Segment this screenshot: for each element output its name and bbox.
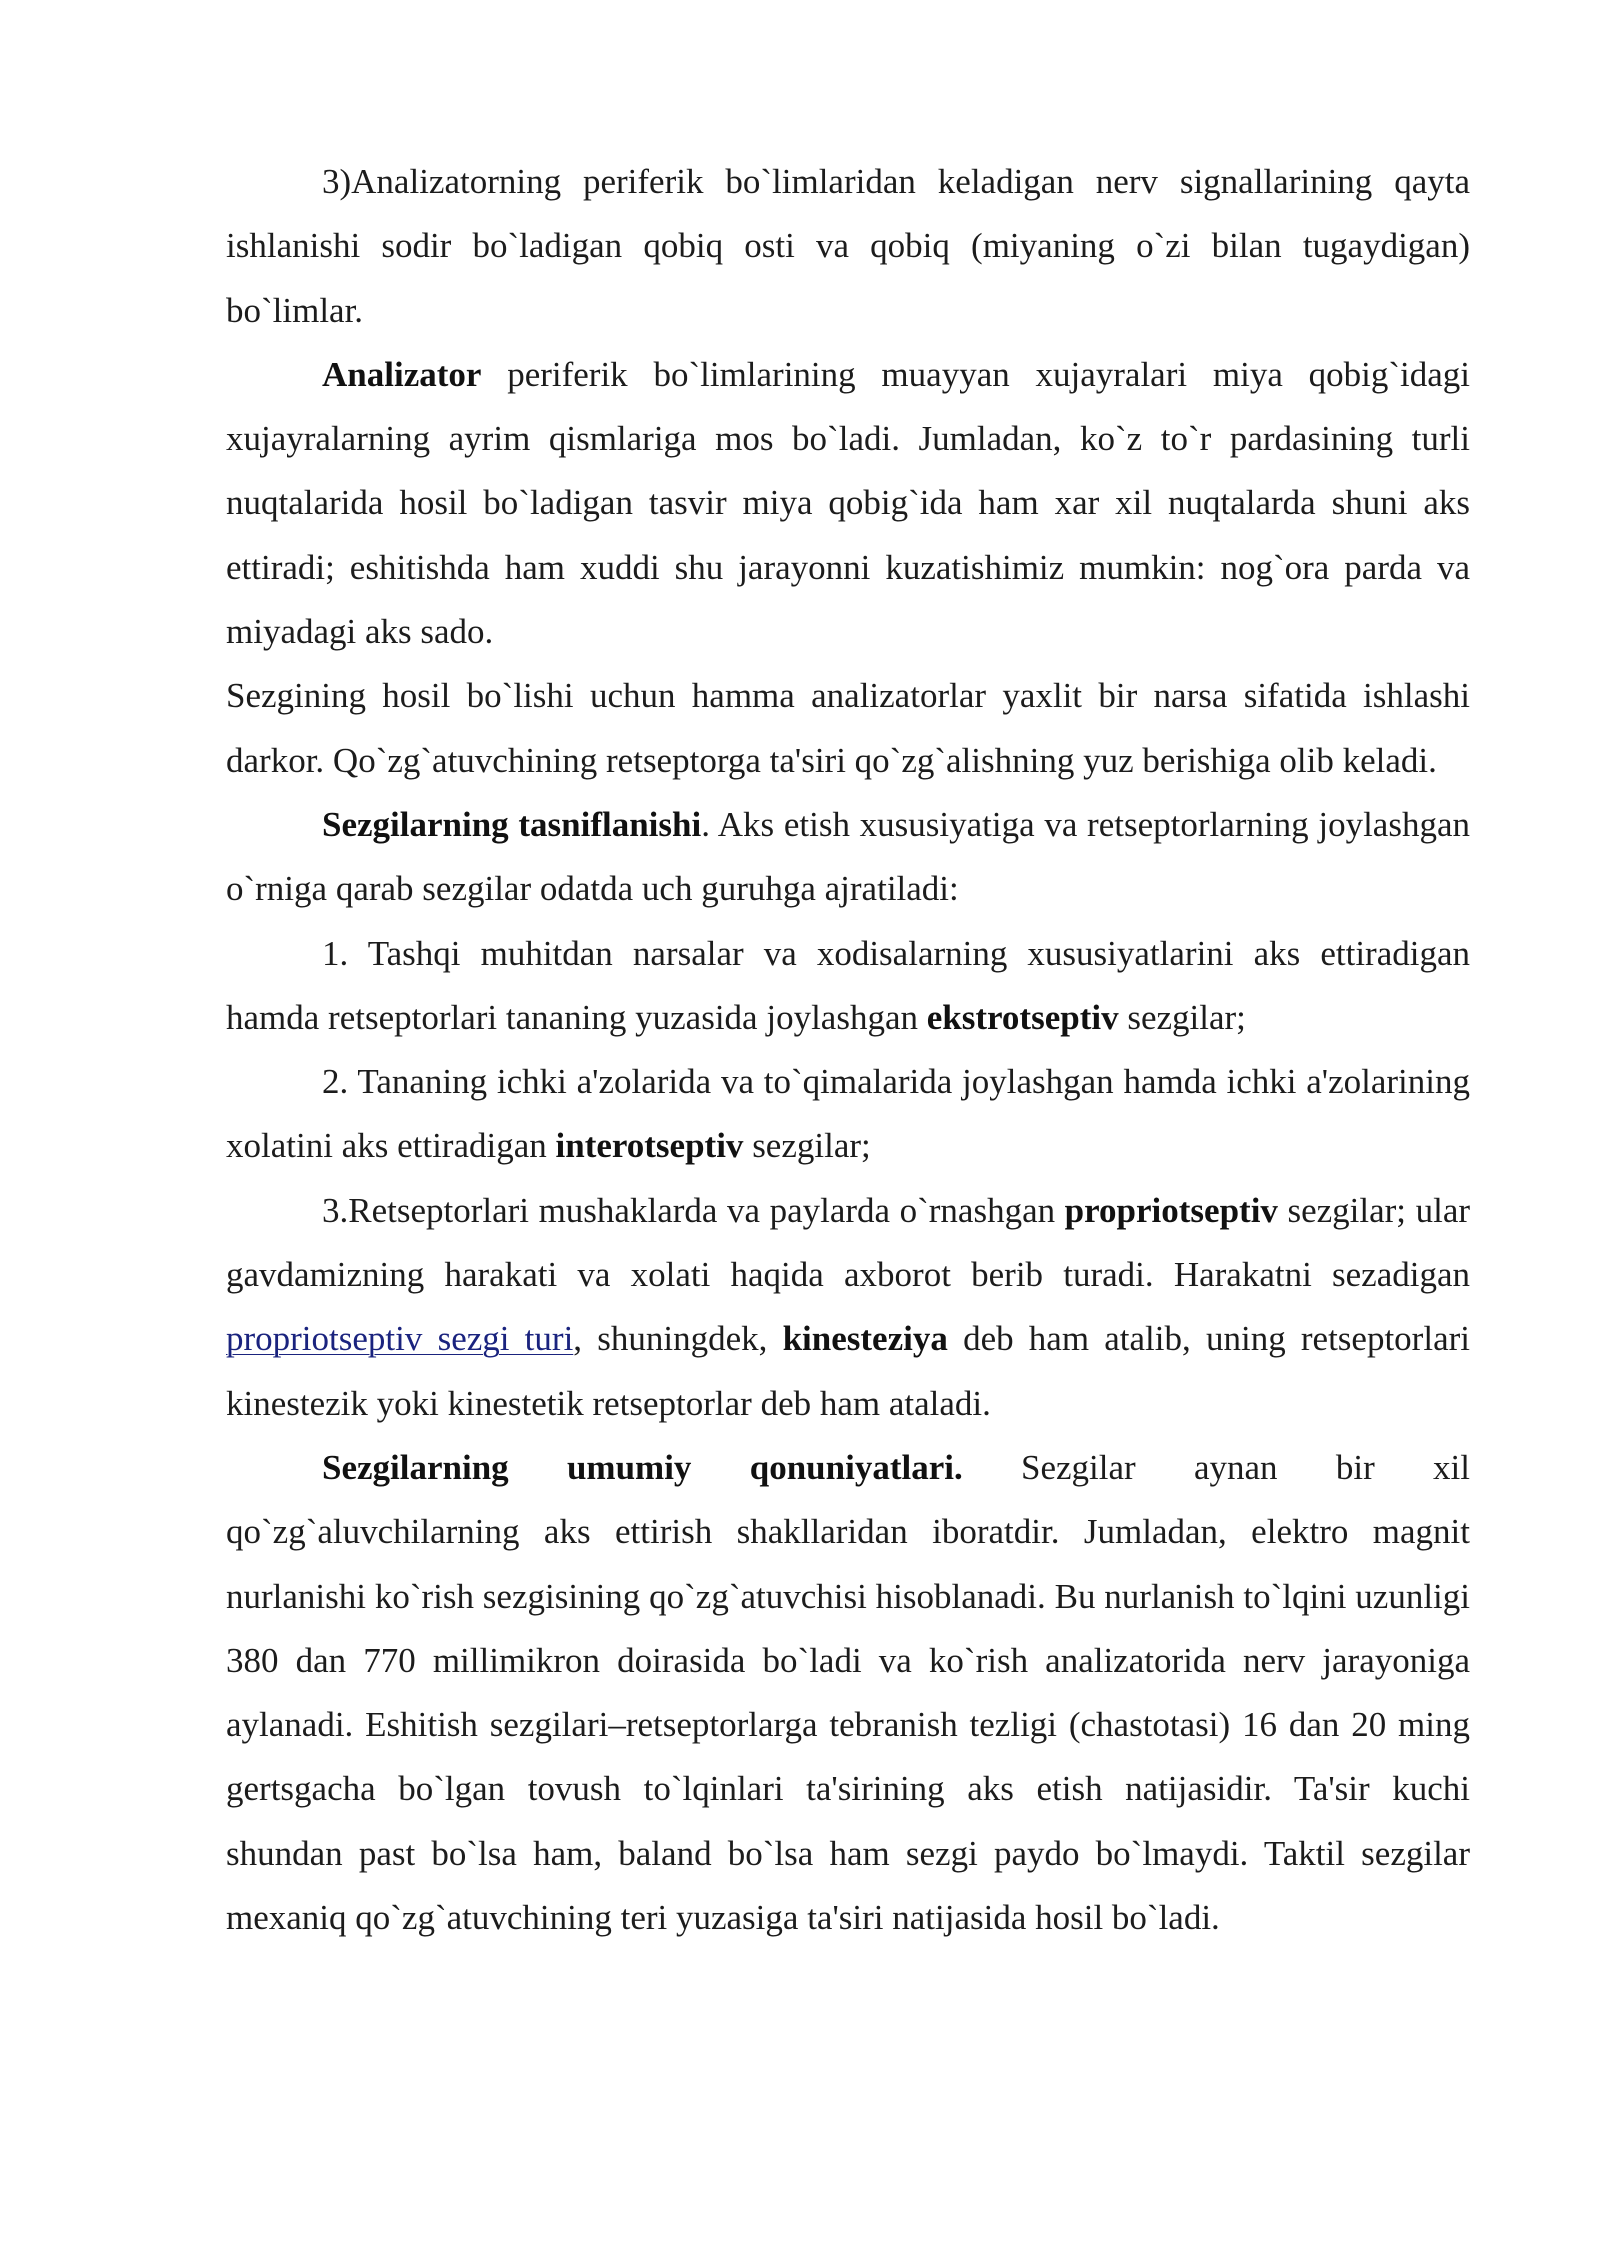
paragraph-sensation-origin — [226, 664, 1470, 793]
paragraph-analyzer-periphery — [226, 343, 1470, 664]
term-kinesteziya: kinesteziya — [782, 1319, 948, 1359]
term-interotseptiv: interotseptiv — [555, 1126, 744, 1166]
paragraph-general-laws — [226, 1436, 1470, 1950]
heading-general-laws: Sezgilarning umumiy qonuniyatlari. — [322, 1447, 963, 1487]
heading-classification: Sezgilarning tasniflanishi — [322, 804, 702, 844]
term-ekstrotseptiv: ekstrotseptiv — [926, 997, 1119, 1037]
paragraph-text: deb ham atalib, uning retseptorlari kinestezik yoki kinestetik retseptorlar deb ham ataladi. — [226, 1319, 1470, 1423]
paragraph-text: . Aks etish xususiyatiga va retseptorlarning joylashgan o`rniga qarab sezgilar odatda uch guruhga ajratiladi: — [226, 804, 1470, 909]
document-page — [226, 150, 1470, 1950]
paragraph-text: , shuningdek, — [573, 1319, 783, 1359]
paragraph-text: sezgilar; — [1118, 997, 1246, 1037]
paragraph-text: periferik bo`limlarining muayyan xujayralari miya qobig`idagi xujayralarning ayrim qismlariga mos bo`ladi. Jumladan, ko`z to`r pardasining turli nuqtalarida hosil bo`ladigan tasvir miya qobig`ida ham xar xil nuqtalarda shuni aks ettiradi; eshitishda ham xuddi shu jarayonni kuzatishimiz mumkin: nog`ora parda va miyadagi aks sado. — [226, 354, 1470, 652]
paragraph-text: Sezgilar aynan bir xil qo`zg`aluvchilarning aks ettirish shakllaridan iboratdir. Jumladan, elektro magnit nurlanishi ko`rish sezgisining qo`zg`atuvchisi hisoblanadi. Bu nurlanish to`lqini uzunligi 380 dan 770 millimikron doirasida bo`ladi va ko`rish analizatorida nerv jarayoniga aylanadi. Eshitish sezgilari–retseptorlarga tebranish tezligi (chastotasi) 16 dan 20 ming gertsgacha bo`lgan tovush to`lqinlari ta'sirining aks etish natijasidir. Ta'sir kuchi shundan past bo`lsa ham, baland bo`lsa ham sezgi paydo bo`lmaydi. Taktil sezgilar mexaniq qo`zg`atuvchining teri yuzasiga ta'siri natijasida hosil bo`ladi. — [226, 1447, 1470, 1938]
paragraph-text: 3.Retseptorlari mushaklarda va paylarda o`rnashgan — [322, 1190, 1065, 1230]
list-item-proprioceptive — [226, 1179, 1470, 1436]
term-analizator: Analizator — [322, 354, 482, 394]
propriotseptiv-sezgi-turi-link[interactable]: propriotseptiv sezgi turi — [226, 1319, 574, 1359]
paragraph-text: 2. Tananing ichki a'zolarida va to`qimalarida joylashgan hamda ichki a'zolarining xolatini aks ettiradigan — [226, 1062, 1470, 1166]
paragraph-analyzer-sections — [226, 150, 1470, 343]
paragraph-text: Sezgining hosil bo`lishi uchun hamma analizatorlar yaxlit bir narsa sifatida ishlashi darkor. Qo`zg`atuvchining retseptorga ta'siri qo`zg`alishning yuz berishiga olib keladi. — [226, 676, 1470, 780]
list-item-exteroceptive — [226, 922, 1470, 1051]
paragraph-text: sezgilar; — [743, 1126, 871, 1166]
paragraph-text: 3)Analizatorning periferik bo`limlaridan keladigan nerv signallarining qayta ishlanishi sodir bo`ladigan qobiq osti va qobiq (miyaning o`zi bilan tugaydigan) bo`limlar. — [226, 162, 1470, 330]
paragraph-text: sezgilar; ular gavdamizning harakati va xolati haqida axborot berib turadi. Harakatni sezadigan — [226, 1190, 1471, 1295]
paragraph-text: 1. Tashqi muhitdan narsalar va xodisalarning xususiyatlarini aks ettiradigan hamda retseptorlari tananing yuzasida joylashgan — [226, 933, 1470, 1037]
paragraph-classification — [226, 793, 1470, 922]
term-propriotseptiv: propriotseptiv — [1064, 1190, 1278, 1230]
list-item-interoceptive — [226, 1050, 1470, 1179]
